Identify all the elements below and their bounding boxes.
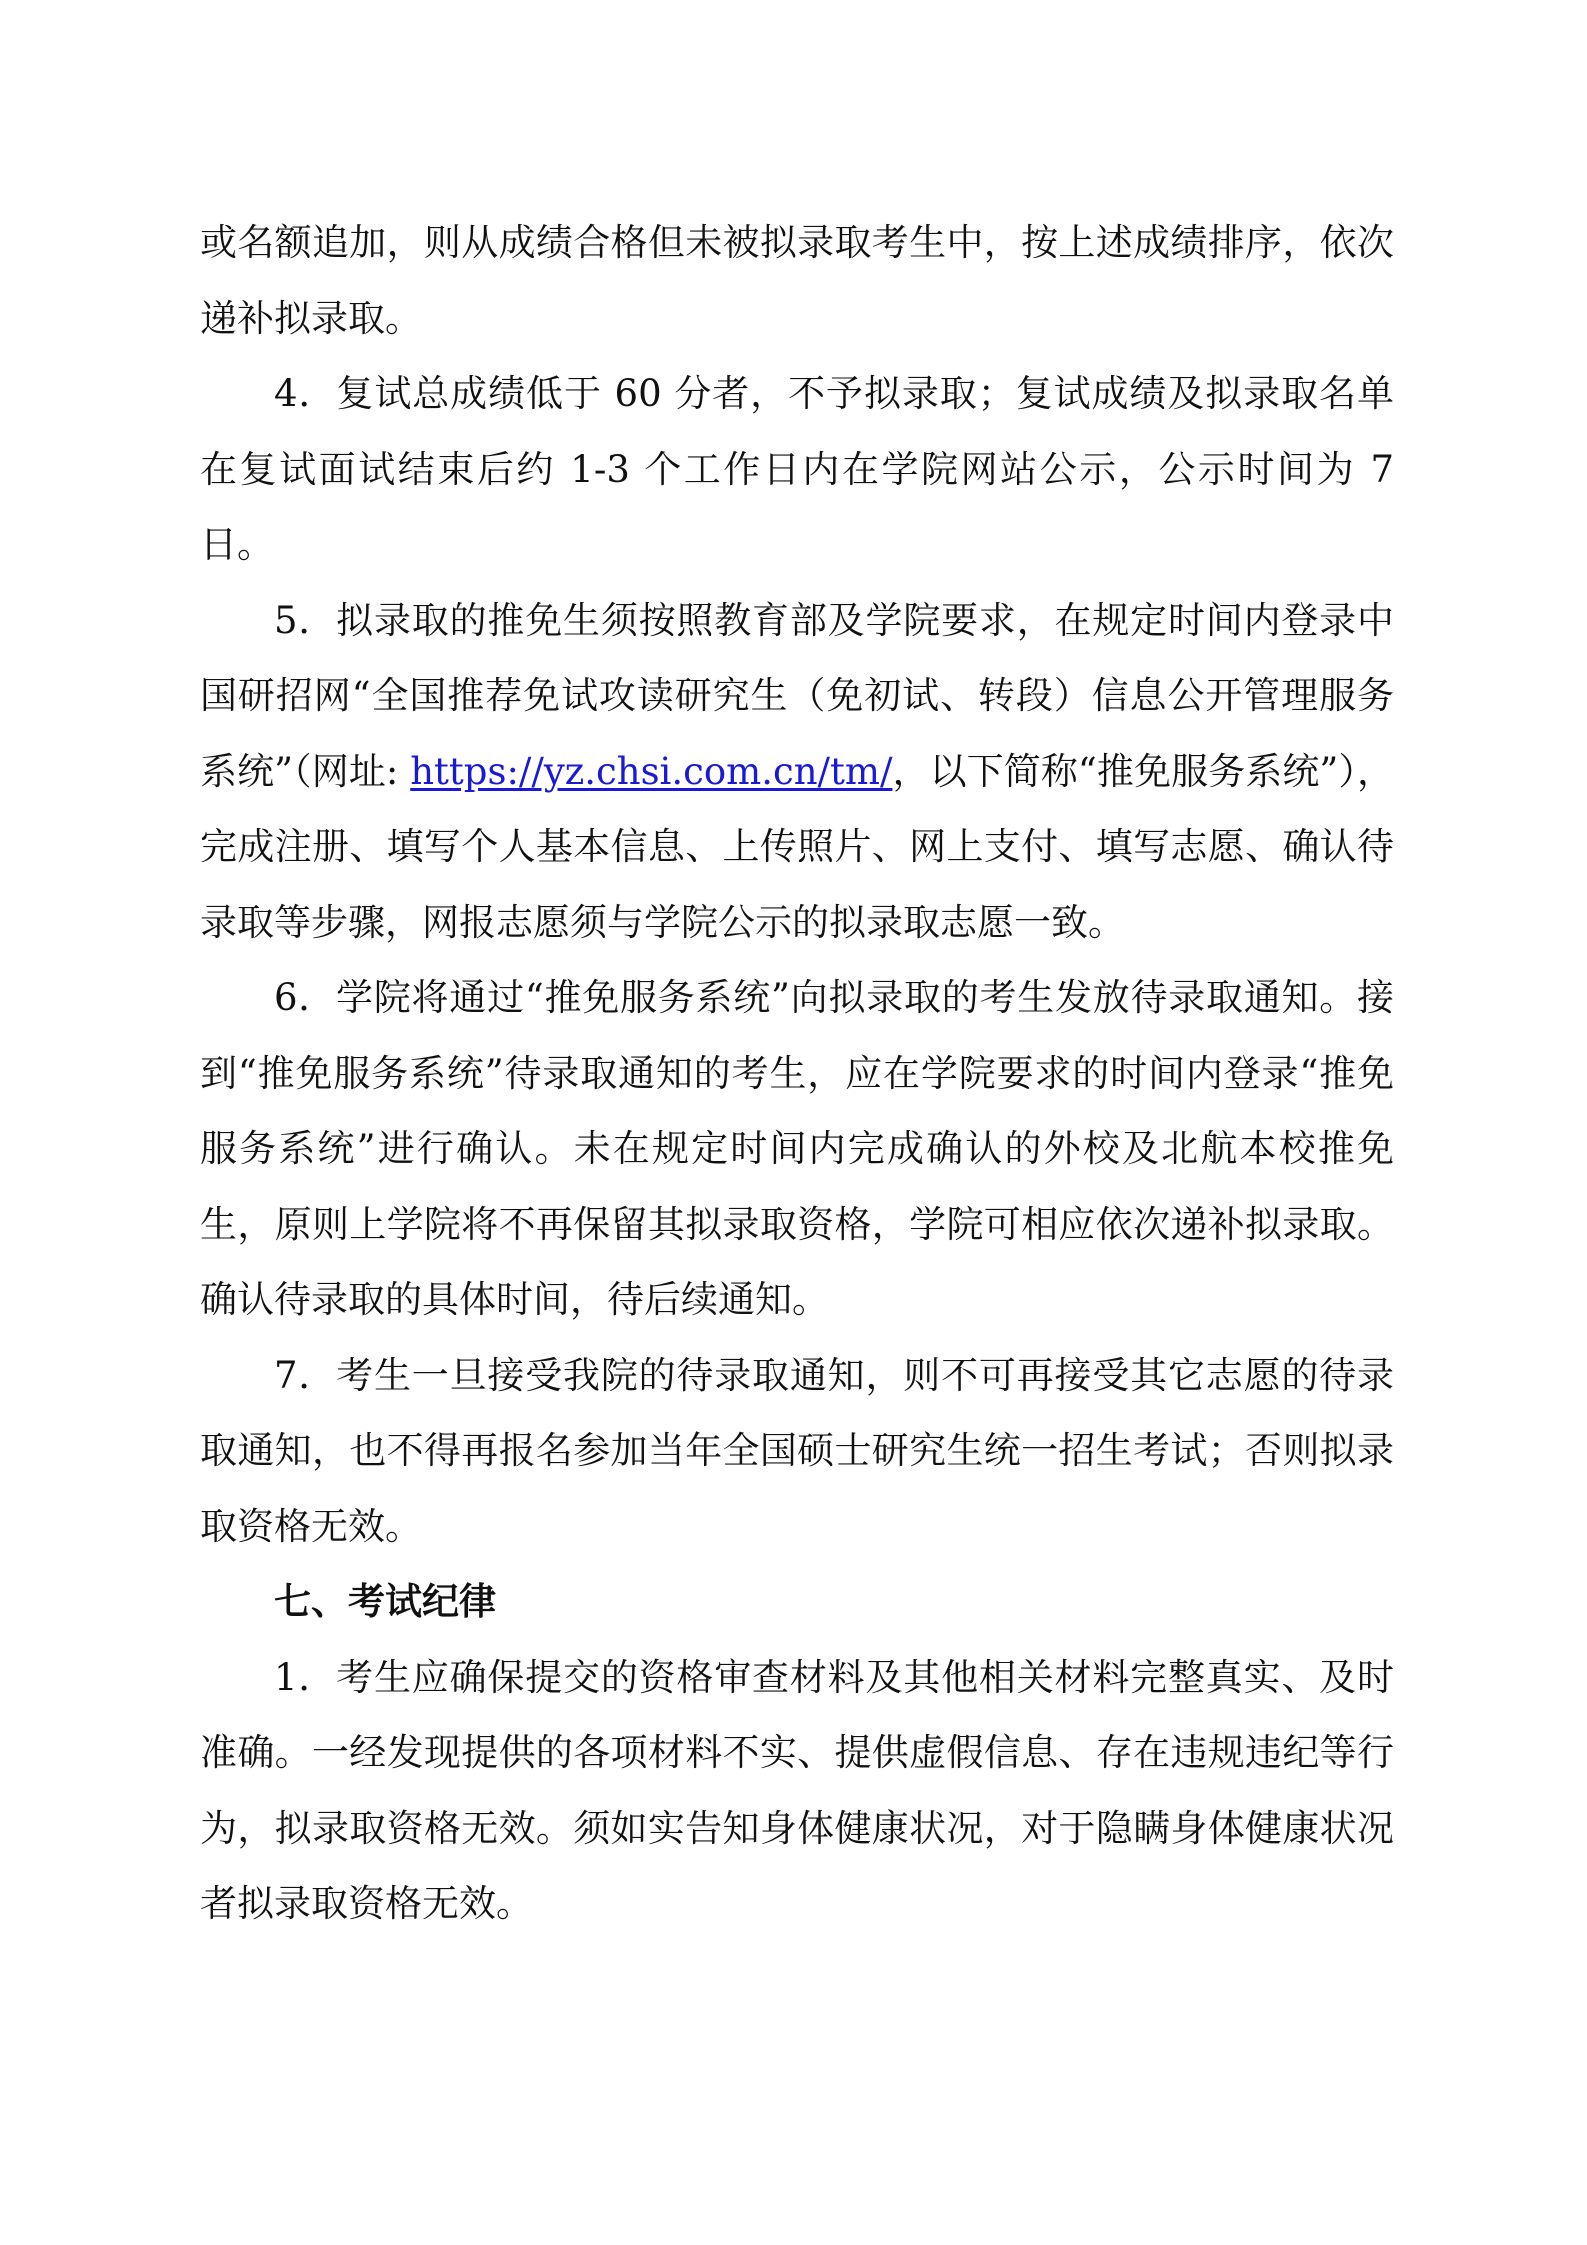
document-body: [200, 205, 1394, 1942]
paragraph-discipline-1: 1．考生应确保提交的资格审查材料及其他相关材料完整真实、及时准确。一经发现提供的各项材料不实、提供虚假信息、存在违规违纪等行为，拟录取资格无效。须如实告知身体健康状况，对于隐瞒身体健康状况者拟录取资格无效。: [200, 1655, 1394, 1925]
paragraph-item-6: 6．学院将通过“推免服务系统”向拟录取的考生发放待录取通知。接到“推免服务系统”待录取通知的考生，应在学院要求的时间内登录“推免服务系统”进行确认。未在规定时间内完成确认的外校及北航本校推免生，原则上学院将不再保留其拟录取资格，学院可相应依次递补拟录取。确认待录取的具体时间，待后续通知。: [200, 976, 1394, 1321]
paragraph-item-5-text-b: ，以下简称“推免服务系统”），完成注册、填写个人基本信息、上传照片、网上支付、填写志愿、确认待录取等步骤，网报志愿须与学院公示的拟录取志愿一致。: [200, 749, 1394, 944]
paragraph-continuation: 或名额追加，则从成绩合格但未被拟录取考生中，按上述成绩排序，依次递补拟录取。: [200, 221, 1394, 340]
paragraph-item-5: [200, 583, 1394, 961]
section-heading-exam-discipline: 七、考试纪律: [274, 1580, 496, 1623]
paragraph-item-7: 7．考生一旦接受我院的待录取通知，则不可再接受其它志愿的待录取通知，也不得再报名参加当年全国硕士研究生统一招生考试；否则拟录取资格无效。: [200, 1353, 1394, 1548]
chsi-link[interactable]: https://yz.chsi.com.cn/tm/: [410, 749, 893, 793]
paragraph-item-4: 4．复试总成绩低于 60 分者，不予拟录取；复试成绩及拟录取名单在复试面试结束后约 1-3 个工作日内在学院网站公示，公示时间为 7 日。: [200, 372, 1394, 566]
paragraph-item-5-text-a: 5．拟录取的推免生须按照教育部及学院要求，在规定时间内登录中国研招网“全国推荐免试攻读研究生（免初试、转段）信息公开管理服务系统”（网址:: [200, 598, 1394, 793]
